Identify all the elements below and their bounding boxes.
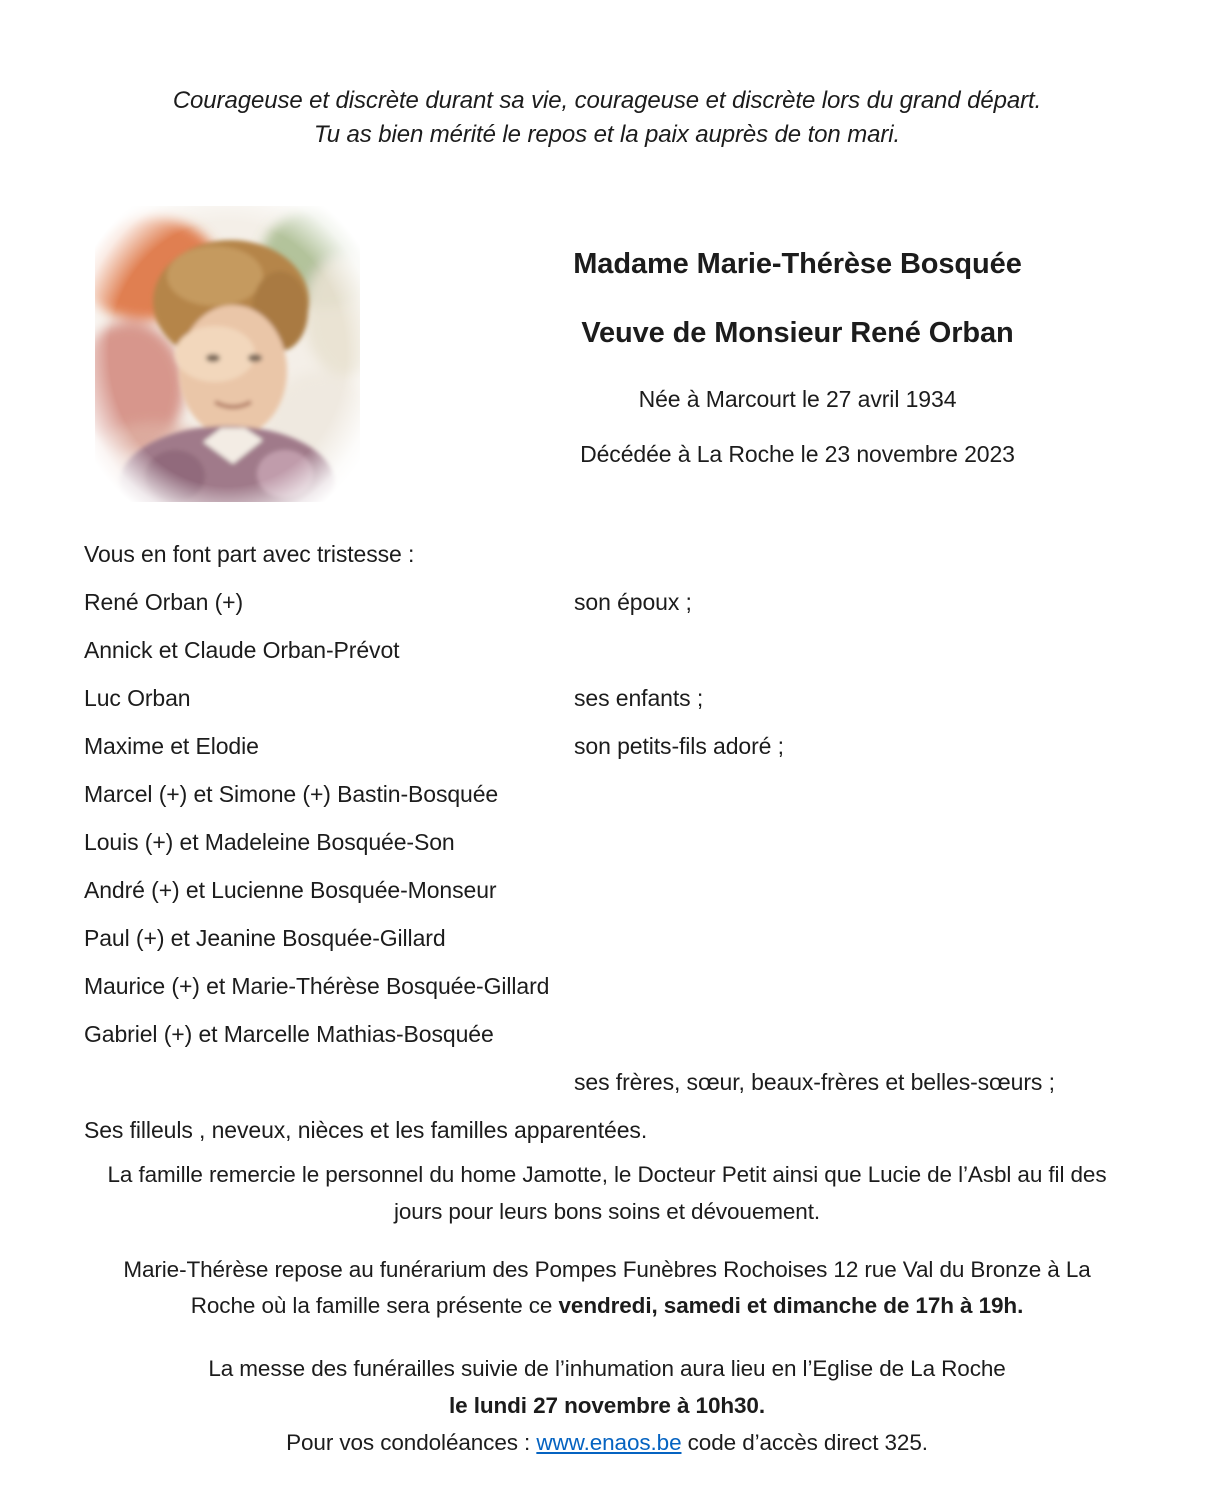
condolences-prefix: Pour vos condoléances :	[286, 1430, 537, 1455]
siblings-relation: ses frères, sœur, beaux-frères et belles-sœurs ;	[574, 1069, 1055, 1095]
siblings-relation-row	[84, 1058, 1130, 1106]
family-relation: son époux ;	[574, 589, 692, 615]
family-name: Maxime et Elodie	[84, 733, 259, 759]
family-row	[84, 818, 1130, 866]
epitaph-quote	[0, 0, 1214, 152]
family-name: René Orban (+)	[84, 589, 244, 615]
godchildren-text: Ses filleuls , neveux, nièces et les familles apparentées.	[84, 1117, 648, 1143]
repose-paragraph	[0, 1252, 1214, 1324]
family-row	[84, 578, 1130, 626]
family-row	[84, 770, 1130, 818]
death-line: Décédée à La Roche le 23 novembre 2023	[580, 441, 1015, 467]
mass-line: La messe des funérailles suivie de l’inhumation aura lieu en l’Eglise de La Roche	[208, 1356, 1006, 1381]
deceased-titles	[360, 206, 1130, 468]
family-row	[84, 866, 1130, 914]
family-name: Maurice (+) et Marie-Thérèse Bosquée-Gillard	[84, 973, 550, 999]
family-name: Gabriel (+) et Marcelle Mathias-Bosquée	[84, 1021, 494, 1047]
header-row	[0, 206, 1214, 502]
family-row	[84, 1010, 1130, 1058]
family-name: Paul (+) et Jeanine Bosquée-Gillard	[84, 925, 446, 951]
deceased-widow-line: Veuve de Monsieur René Orban	[581, 317, 1014, 349]
family-relation: son petits-fils adoré ;	[574, 733, 784, 759]
portrait-photo	[95, 206, 360, 502]
epitaph-line-1: Courageuse et discrète durant sa vie, courageuse et discrète lors du grand départ.	[172, 87, 1042, 114]
family-row	[84, 962, 1130, 1010]
godchildren-row	[84, 1106, 1130, 1154]
deceased-name: Madame Marie-Thérèse Bosquée	[573, 248, 1022, 280]
family-row	[84, 722, 1130, 770]
family-name: Louis (+) et Madeleine Bosquée-Son	[84, 829, 455, 855]
repose-text: Marie-Thérèse repose au funérarium des Pompes Funèbres Rochoises 12 rue Val du Bronze à La Roche où la famille sera présente ce	[123, 1257, 1091, 1318]
announcement-intro: Vous en font part avec tristesse :	[84, 541, 415, 567]
family-name: Annick et Claude Orban-Prévot	[84, 637, 400, 663]
visitation-hours: vendredi, samedi et dimanche de 17h à 19h.	[558, 1293, 1024, 1318]
family-relation: ses enfants ;	[574, 685, 704, 711]
family-row	[84, 914, 1130, 962]
condolences-line	[88, 1424, 1126, 1461]
family-row	[84, 626, 1130, 674]
family-name: Luc Orban	[84, 685, 191, 711]
birth-line: Née à Marcourt le 27 avril 1934	[638, 386, 957, 412]
family-name: Marcel (+) et Simone (+) Bastin-Bosquée	[84, 781, 499, 807]
mass-paragraph	[0, 1350, 1214, 1461]
family-row	[84, 674, 1130, 722]
family-list	[0, 530, 1214, 1154]
epitaph-line-2: Tu as bien mérité le repos et la paix auprès de ton mari.	[313, 121, 901, 148]
family-name: André (+) et Lucienne Bosquée-Monseur	[84, 877, 497, 903]
condolences-link[interactable]: www.enaos.be	[536, 1430, 682, 1455]
mass-datetime: le lundi 27 novembre à 10h30.	[449, 1393, 765, 1418]
thanks-paragraph: La famille remercie le personnel du home Jamotte, le Docteur Petit ainsi que Lucie de l’Asbl au fil des jours pour leurs bons soins et dévouement.	[107, 1162, 1107, 1224]
condolences-suffix: code d’accès direct 325.	[681, 1430, 928, 1455]
